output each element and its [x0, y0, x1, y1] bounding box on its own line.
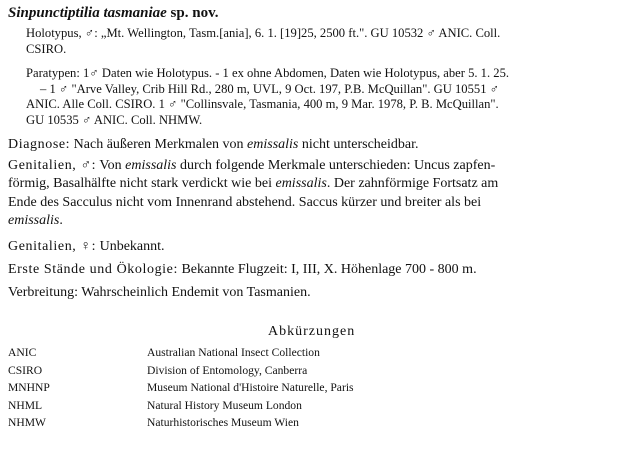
diagnose-text-2: nicht unterscheidbar. [298, 137, 419, 152]
abbreviation-key: MNHNP [8, 381, 50, 394]
genitalien-male-italic-4: emissalis [8, 213, 60, 229]
erste-staende-label: Erste Stände und Ökologie: [8, 262, 178, 277]
erste-staende-text: Bekannte Flugzeit: I, III, X. Höhenlage 700 - 800 m. [177, 262, 477, 277]
abbreviation-row [8, 379, 354, 397]
genitalien-male-line-2a: förmig, Basalhälfte nicht stark verdickt wie bei [8, 176, 276, 192]
species-heading [8, 5, 219, 22]
holotypus-line-2: CSIRO. [26, 41, 67, 56]
abbreviation-value: Museum National d'Histoire Naturelle, Paris [147, 381, 354, 394]
abbreviation-key: CSIRO [8, 363, 43, 377]
diagnose-paragraph [8, 136, 419, 154]
abbreviation-row [8, 362, 354, 380]
species-name: Sinpunctiptilia tasmaniae [8, 5, 167, 21]
verbreitung-paragraph: Verbreitung: Wahrscheinlich Endemit von Tasmanien. [8, 285, 311, 300]
diagnose-text-1: Nach äußeren Merkmalen von [70, 137, 248, 152]
genitalien-male-italic-1: emissalis [125, 158, 177, 173]
genitalien-female-text: Unbekannt. [96, 239, 165, 254]
erste-staende-paragraph [8, 261, 477, 279]
holotypus-paragraph [26, 26, 500, 57]
paratypen-line-1: Paratypen: 1♂ Daten wie Holotypus. - 1 ex ohne Abdomen, Daten wie Holotypus, aber 5. 1. 25. [26, 66, 510, 80]
genitalien-male-italic-2: emissalis [275, 176, 327, 192]
genitalien-female-label: Genitalien, ♀: [8, 239, 97, 254]
genitalien-male-text-2: durch folgende Merkmale unterschieden: Uncus zapfen- [176, 158, 496, 173]
genitalien-female-paragraph [8, 238, 165, 256]
abkuerzungen-table [8, 344, 354, 432]
abbreviation-row [8, 397, 354, 415]
genitalien-male-text-1: Von [96, 158, 126, 173]
diagnose-label: Diagnose: [8, 137, 71, 152]
genitalien-male-line-4b: . [59, 213, 63, 229]
abbreviation-value: Australian National Insect Collection [147, 346, 320, 359]
paratypen-paragraph [26, 66, 509, 128]
paratypen-line-4: GU 10535 ♂ ANIC. Coll. NHMW. [26, 112, 203, 127]
genitalien-male-paragraph [8, 157, 498, 231]
diagnose-italic: emissalis [247, 137, 299, 152]
abbreviation-value: Division of Entomology, Canberra [147, 363, 308, 377]
paratypen-line-3: ANIC. Alle Coll. CSIRO. 1 ♂ "Collinsvale, Tasmania, 400 m, 9 Mar. 1978, P. B. McQuillan". [26, 97, 499, 112]
abkuerzungen-heading: Abkürzungen [268, 324, 356, 339]
abbreviation-key: NHMW [8, 416, 46, 429]
species-suffix: sp. nov. [166, 5, 219, 21]
genitalien-male-label: Genitalien, ♂: [8, 158, 97, 173]
abbreviation-key: NHML [8, 398, 43, 412]
abbreviation-row [8, 344, 354, 362]
paratypen-line-2: – 1 ♂ "Arve Valley, Crib Hill Rd., 280 m, UVL, 9 Oct. 197, P.B. McQuillan". GU 10551 ♂ [40, 81, 500, 96]
abbreviation-row [8, 414, 354, 432]
abbreviation-value: Natural History Museum London [147, 398, 302, 412]
abbreviation-value: Naturhistorisches Museum Wien [147, 416, 299, 429]
abbreviation-key: ANIC [8, 346, 37, 359]
genitalien-male-line-2b: . Der zahnförmige Fortsatz am [326, 176, 499, 192]
genitalien-male-line-3: Ende des Sacculus nicht vom Innenrand abstehend. Saccus kürzer und breiter als bei [8, 194, 482, 210]
holotypus-line-1: Holotypus, ♂: „Mt. Wellington, Tasm.[ania], 6. 1. [19]25, 2500 ft.". GU 10532 ♂ ANIC. Coll. [26, 26, 501, 40]
